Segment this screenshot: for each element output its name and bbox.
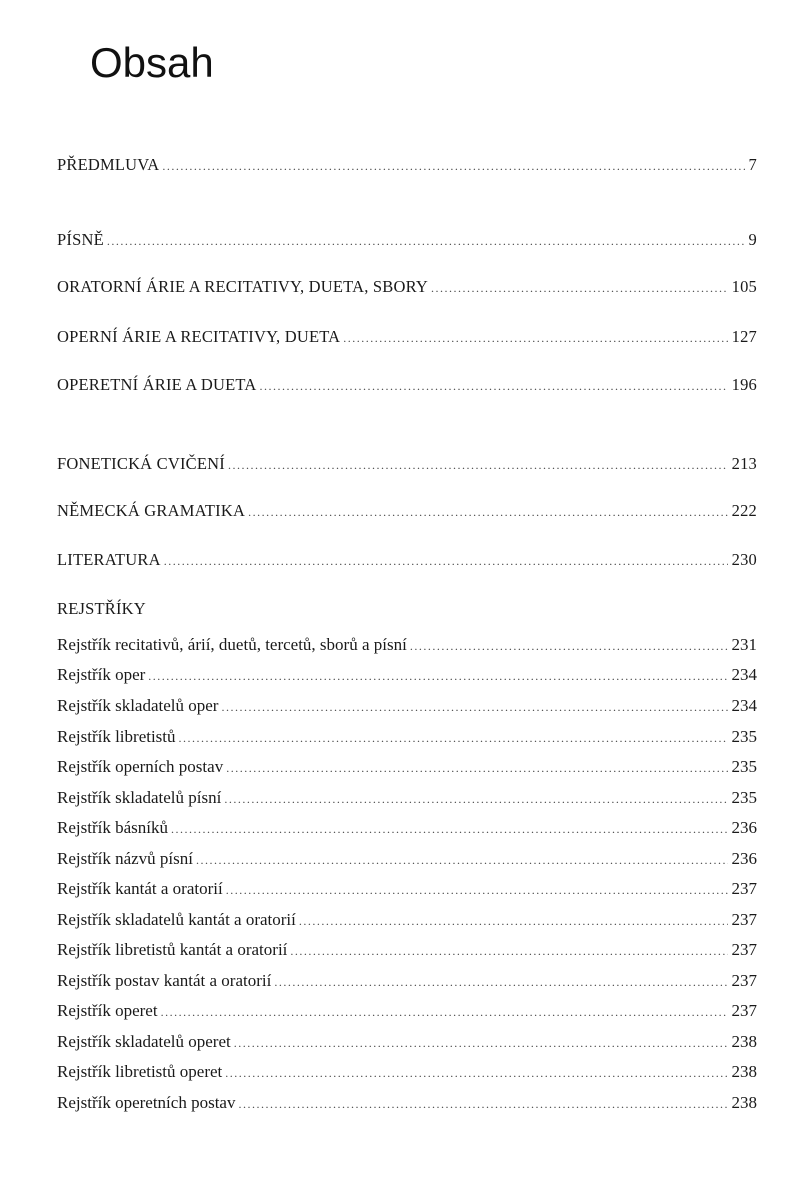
- dot-leader: [221, 696, 727, 718]
- dot-leader: [228, 454, 728, 476]
- dot-leader: [274, 971, 727, 993]
- toc-entry-register[interactable]: [57, 664, 757, 687]
- toc-entry-page: 234: [731, 665, 757, 684]
- dot-leader: [164, 550, 728, 572]
- dot-leader: [224, 788, 727, 810]
- toc-entry-register[interactable]: [57, 695, 757, 718]
- toc-entry-predmluva[interactable]: [57, 154, 757, 177]
- page-title: Obsah: [90, 39, 214, 86]
- toc-entry-register[interactable]: [57, 756, 757, 779]
- toc-entry-page: 235: [731, 788, 757, 807]
- dot-leader: [171, 818, 728, 840]
- toc-entry-register[interactable]: [57, 1031, 757, 1054]
- toc-entry-page: 237: [731, 940, 757, 959]
- toc-entry-register[interactable]: [57, 909, 757, 932]
- toc-entry-page: 238: [731, 1093, 757, 1112]
- dot-leader: [148, 665, 727, 687]
- toc-entry-page: 105: [731, 277, 757, 296]
- toc-entry-page: 127: [731, 327, 757, 346]
- toc-entry-pisne[interactable]: [57, 229, 757, 252]
- dot-leader: [238, 1093, 727, 1115]
- toc-entry-operni-arie[interactable]: [57, 326, 757, 349]
- dot-leader: [299, 910, 728, 932]
- toc-entry-oratorni-arie[interactable]: [57, 276, 757, 299]
- dot-leader: [248, 501, 728, 523]
- toc-entry-register[interactable]: [57, 970, 757, 993]
- toc-entry-literatura[interactable]: [57, 549, 757, 572]
- toc-entry-page: 237: [731, 879, 757, 898]
- toc-entry-register[interactable]: [57, 634, 757, 657]
- toc-entry-label: OPERNÍ ÁRIE A RECITATIVY, DUETA: [57, 327, 341, 346]
- toc-entry-page: 237: [731, 1001, 757, 1020]
- toc-entry-label: Rejstřík kantát a oratorií: [57, 879, 223, 898]
- dot-leader: [196, 849, 728, 871]
- dot-leader: [179, 727, 728, 749]
- toc-entry-label: Rejstřík oper: [57, 665, 146, 684]
- dot-leader: [290, 940, 727, 962]
- dot-leader: [226, 757, 727, 779]
- toc-entry-label: Rejstřík libretistů: [57, 727, 176, 746]
- toc-entry-page: 237: [731, 971, 757, 990]
- toc-entry-label: Rejstřík operet: [57, 1001, 158, 1020]
- dot-leader: [225, 1062, 727, 1084]
- toc-entry-label: Rejstřík skladatelů kantát a oratorií: [57, 910, 296, 929]
- toc-entry-label: Rejstřík operetních postav: [57, 1093, 236, 1112]
- toc-entry-label: Rejstřík libretistů kantát a oratorií: [57, 940, 288, 959]
- toc-entry-label: ORATORNÍ ÁRIE A RECITATIVY, DUETA, SBORY: [57, 277, 428, 296]
- toc-entry-label: Rejstřík skladatelů oper: [57, 696, 219, 715]
- toc-entry-label: Rejstřík skladatelů operet: [57, 1032, 231, 1051]
- toc-entry-page: 235: [731, 757, 757, 776]
- toc-entry-page: 235: [731, 727, 757, 746]
- toc-entry-nemecka-gramatika[interactable]: [57, 500, 757, 523]
- toc-entry-register[interactable]: [57, 787, 757, 810]
- toc-entry-page: 230: [731, 550, 757, 569]
- toc-entry-register[interactable]: [57, 1000, 757, 1023]
- toc-entry-page: 236: [731, 818, 757, 837]
- toc-entry-register[interactable]: [57, 726, 757, 749]
- toc-entry-page: 237: [731, 910, 757, 929]
- dot-leader: [260, 375, 728, 397]
- toc-entry-operetni-arie[interactable]: [57, 374, 757, 397]
- toc-entry-label: Rejstřík názvů písní: [57, 849, 193, 868]
- dot-leader: [234, 1032, 728, 1054]
- toc-entry-label: FONETICKÁ CVIČENÍ: [57, 454, 225, 473]
- toc-entry-register[interactable]: [57, 817, 757, 840]
- toc-entry-label: PÍSNĚ: [57, 230, 104, 249]
- dot-leader: [226, 879, 728, 901]
- toc-entry-label: Rejstřík skladatelů písní: [57, 788, 222, 807]
- dot-leader: [107, 230, 745, 252]
- registers-heading: REJSTŘÍKY: [57, 599, 146, 618]
- toc-entry-label: Rejstřík postav kantát a oratorií: [57, 971, 272, 990]
- toc-entry-register[interactable]: [57, 939, 757, 962]
- toc-entry-page: 9: [748, 230, 757, 249]
- dot-leader: [410, 635, 728, 657]
- toc-entry-label: NĚMECKÁ GRAMATIKA: [57, 501, 246, 520]
- dot-leader: [343, 327, 727, 349]
- toc-entry-label: OPERETNÍ ÁRIE A DUETA: [57, 375, 257, 394]
- toc-entry-label: LITERATURA: [57, 550, 161, 569]
- toc-entry-label: Rejstřík recitativů, árií, duetů, tercetů, sborů a písní: [57, 635, 407, 654]
- toc-entry-page: 7: [748, 155, 757, 174]
- toc-entry-page: 234: [731, 696, 757, 715]
- toc-entry-page: 213: [731, 454, 757, 473]
- toc-entry-register[interactable]: [57, 848, 757, 871]
- toc-entry-page: 231: [731, 635, 757, 654]
- dot-leader: [161, 1001, 728, 1023]
- toc-entry-label: Rejstřík libretistů operet: [57, 1062, 223, 1081]
- toc-entry-label: Rejstřík básníků: [57, 818, 168, 837]
- toc-entry-label: PŘEDMLUVA: [57, 155, 160, 174]
- toc-entry-page: 222: [731, 501, 757, 520]
- toc-entry-page: 236: [731, 849, 757, 868]
- toc-entry-page: 196: [731, 375, 757, 394]
- toc-entry-foneticka-cviceni[interactable]: [57, 453, 757, 476]
- toc-entry-register[interactable]: [57, 878, 757, 901]
- dot-leader: [162, 155, 744, 177]
- toc-entry-label: Rejstřík operních postav: [57, 757, 224, 776]
- toc-entry-register[interactable]: [57, 1092, 757, 1115]
- dot-leader: [431, 277, 728, 299]
- toc-entry-register[interactable]: [57, 1061, 757, 1084]
- toc-entry-page: 238: [731, 1032, 757, 1051]
- toc-entry-page: 238: [731, 1062, 757, 1081]
